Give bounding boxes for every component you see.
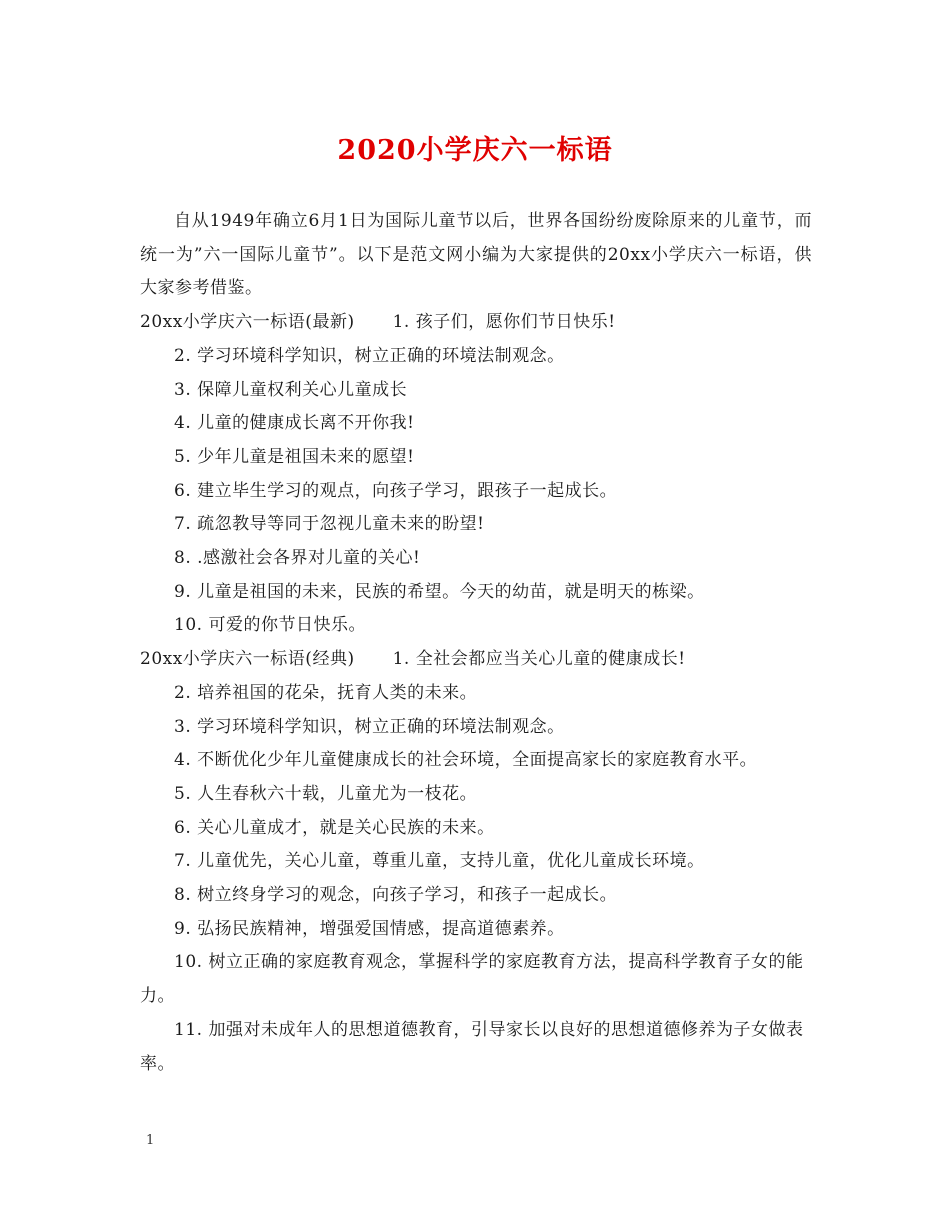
section-heading-latest xyxy=(140,306,812,340)
page-number: 1 xyxy=(146,1133,155,1148)
slogan-item: 10. 可爱的你节日快乐。 xyxy=(174,615,366,636)
slogan-item: 3. 学习环境科学知识，树立正确的环境法制观念。 xyxy=(174,716,565,737)
slogan-item: 1. 全社会都应当关心儿童的健康成长! xyxy=(392,649,686,670)
slogan-item: 10. 树立正确的家庭教育观念，掌握科学的家庭教育方法，提高科学教育子女的能力。 xyxy=(140,952,804,1007)
section-heading-classic xyxy=(140,643,812,677)
slogan-item: 8. .感激社会各界对儿童的关心! xyxy=(174,548,421,569)
slogan-item: 3. 保障儿童权利关心儿童成长 xyxy=(174,379,408,400)
slogan-item: 4. 不断优化少年儿童健康成长的社会环境，全面提高家长的家庭教育水平。 xyxy=(174,750,758,771)
slogan-item: 1. 孩子们，愿你们节日快乐! xyxy=(392,312,616,333)
section-heading-text: 20xx小学庆六一标语(经典) xyxy=(140,649,355,670)
slogan-item: 2. 培养祖国的花朵，抚育人类的未来。 xyxy=(174,682,478,703)
document-title: 2020小学庆六一标语 xyxy=(337,135,613,166)
slogan-item: 7. 疏忽教导等同于忽视儿童未来的盼望! xyxy=(174,514,485,535)
slogan-item: 6. 关心儿童成才，就是关心民族的未来。 xyxy=(174,817,495,838)
slogan-item: 9. 儿童是祖国的未来，民族的希望。今天的幼苗，就是明天的栋梁。 xyxy=(174,581,705,602)
slogan-item: 11. 加强对未成年人的思想道德教育，引导家长以良好的思想道德修养为子女做表率。 xyxy=(140,1019,804,1074)
slogan-item: 7. 儿童优先，关心儿童，尊重儿童，支持儿童，优化儿童成长环境。 xyxy=(174,851,705,872)
intro-paragraph: 自从1949年确立6月1日为国际儿童节以后，世界各国纷纷废除原来的儿童节，而统一为”六一国际儿童节”。以下是范文网小编为大家提供的20xx小学庆六一标语，供大家参考借鉴。 xyxy=(140,211,812,299)
slogan-item: 4. 儿童的健康成长离不开你我! xyxy=(174,413,415,434)
slogan-item: 8. 树立终身学习的观念，向孩子学习，和孩子一起成长。 xyxy=(174,885,618,906)
slogan-item: 9. 弘扬民族精神，增强爱国情感，提高道德素养。 xyxy=(174,918,565,939)
slogan-item: 2. 学习环境科学知识，树立正确的环境法制观念。 xyxy=(174,345,565,366)
slogan-item: 5. 少年儿童是祖国未来的愿望! xyxy=(174,446,415,467)
slogan-item: 6. 建立毕生学习的观点，向孩子学习，跟孩子一起成长。 xyxy=(174,480,618,501)
document-body xyxy=(140,205,812,1081)
slogan-item: 5. 人生春秋六十载，儿童尤为一枝花。 xyxy=(174,783,478,804)
section-heading-text: 20xx小学庆六一标语(最新) xyxy=(140,312,355,333)
